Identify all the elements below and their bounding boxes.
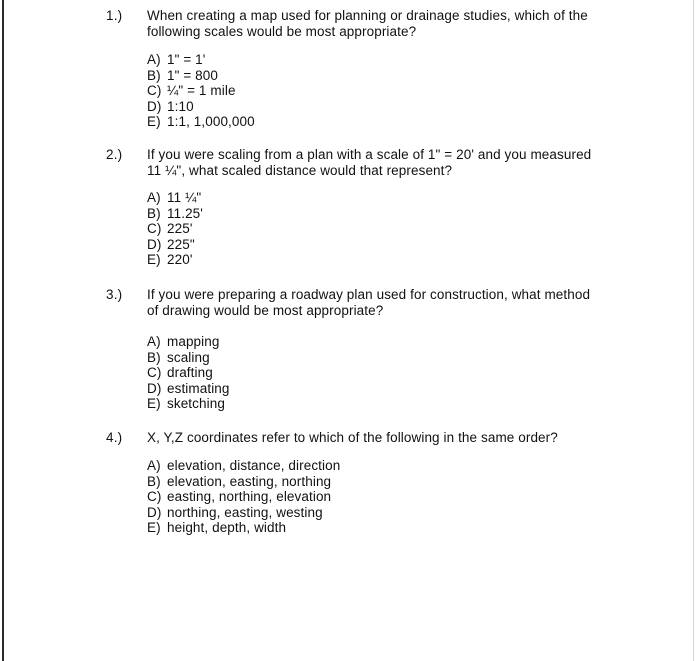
option-letter: C) <box>147 83 162 98</box>
answer-option-a[interactable] <box>147 52 255 68</box>
option-letter: B) <box>147 349 161 365</box>
answer-options <box>147 334 230 412</box>
answer-option-b[interactable] <box>147 206 203 222</box>
option-letter: A) <box>147 458 161 473</box>
option-text: easting, northing, elevation <box>167 489 332 504</box>
option-text: drafting <box>167 365 213 380</box>
question-number: 1.) <box>106 8 123 23</box>
option-letter: D) <box>147 504 162 520</box>
answer-option-e[interactable] <box>147 396 230 412</box>
page-left-border <box>2 0 4 661</box>
option-text: sketching <box>167 396 225 411</box>
question-number: 3.) <box>106 287 123 302</box>
option-text: 225" <box>167 236 195 252</box>
option-text: 1:1, 1,000,000 <box>167 114 255 129</box>
option-letter: E) <box>147 252 161 267</box>
option-text: 220' <box>167 252 193 267</box>
answer-option-d[interactable] <box>147 381 230 397</box>
answer-option-e[interactable] <box>147 114 255 130</box>
answer-options <box>147 190 203 268</box>
answer-option-a[interactable] <box>147 190 203 206</box>
answer-option-c[interactable] <box>147 221 203 237</box>
question-number: 2.) <box>106 147 123 162</box>
option-letter: D) <box>147 98 162 114</box>
answer-option-e[interactable] <box>147 520 340 536</box>
option-text: 225' <box>167 221 193 236</box>
option-letter: E) <box>147 520 161 535</box>
answer-option-c[interactable] <box>147 83 255 99</box>
option-letter: A) <box>147 190 161 205</box>
option-letter: A) <box>147 52 161 67</box>
answer-option-a[interactable] <box>147 458 340 474</box>
option-letter: D) <box>147 236 162 252</box>
option-letter: B) <box>147 67 161 83</box>
option-letter: C) <box>147 221 162 236</box>
option-letter: C) <box>147 489 162 504</box>
answer-option-b[interactable] <box>147 68 255 84</box>
option-letter: B) <box>147 205 161 221</box>
option-text: northing, easting, westing <box>167 504 323 520</box>
answer-option-d[interactable] <box>147 237 203 253</box>
answer-option-d[interactable] <box>147 99 255 115</box>
answer-option-d[interactable] <box>147 505 340 521</box>
answer-option-c[interactable] <box>147 365 230 381</box>
option-letter: D) <box>147 380 162 396</box>
option-text: elevation, easting, northing <box>167 473 332 489</box>
answer-options <box>147 458 340 536</box>
option-text: estimating <box>167 380 230 396</box>
option-text: 11.25' <box>167 205 203 221</box>
option-text: height, depth, width <box>167 520 287 535</box>
option-text: mapping <box>167 334 220 349</box>
option-text: 1:10 <box>167 98 194 114</box>
option-letter: E) <box>147 396 161 411</box>
question-prompt: If you were scaling from a plan with a scale of 1" = 20' and you measured 11 ¼", what scaled distance would that represent? <box>147 147 592 178</box>
option-text: 1" = 800 <box>167 67 219 83</box>
answer-option-e[interactable] <box>147 252 203 268</box>
answer-option-b[interactable] <box>147 350 230 366</box>
option-letter: B) <box>147 473 161 489</box>
option-letter: A) <box>147 334 161 349</box>
answer-options <box>147 52 255 130</box>
option-text: 11 ¼" <box>167 190 202 205</box>
answer-option-b[interactable] <box>147 474 340 490</box>
page-right-border <box>693 0 694 661</box>
option-letter: E) <box>147 114 161 129</box>
option-letter: C) <box>147 365 162 380</box>
answer-option-a[interactable] <box>147 334 230 350</box>
option-text: ¼" = 1 mile <box>167 83 236 98</box>
option-text: 1" = 1' <box>167 52 206 67</box>
answer-option-c[interactable] <box>147 489 340 505</box>
option-text: elevation, distance, direction <box>167 458 341 473</box>
question-prompt: If you were preparing a roadway plan used for construction, what method of drawing would be most appropriate? <box>147 287 591 318</box>
question-prompt: X, Y,Z coordinates refer to which of the following in the same order? <box>147 430 558 445</box>
option-text: scaling <box>167 349 210 365</box>
question-number: 4.) <box>106 430 123 445</box>
question-prompt: When creating a map used for planning or drainage studies, which of the following scales would be most appropriate? <box>147 8 588 39</box>
